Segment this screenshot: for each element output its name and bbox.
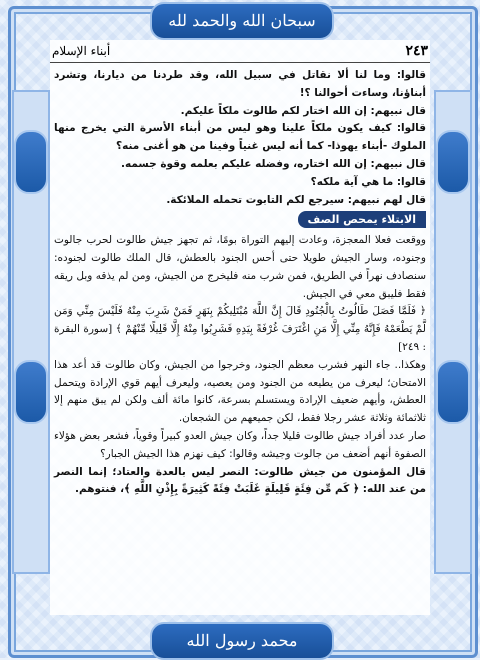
page-content — [50, 40, 430, 615]
bottom-banner: محمد رسول الله — [150, 622, 334, 660]
left-medallion-2 — [14, 360, 48, 424]
paragraph: وهكذا.. جاء النهر فشرب معظم الجنود، وخرجوا من الجيش، وكان طالوت قد أعد هذا الامتحان؛ ليعرف من يطيعه من الجنود ومن يعصيه، وليعرف أيهم قوي الإرادة ويتحمل العطش، وأيهم ضعيف الإرادة ويستسلم بسرعة، كانوا مائة ألف ولكن لم يبق منهم إلا ثلاثمائة وثلاثة عشر رجلا فقط، لكن جميعهم من الشجعان. — [54, 358, 426, 425]
right-medallion-2 — [436, 360, 470, 424]
section-heading: الابتلاء يمحص الصف — [298, 211, 427, 228]
top-banner: سبحان الله والحمد لله — [150, 2, 334, 40]
body-text — [50, 63, 430, 499]
paragraph: صار عدد أفراد جيش طالوت قليلا جداً، وكان جيش العدو كبيراً وقوياً، فشعر بعض هؤلاء الصفوة أنهم أضعف من جالوت وجيشه وقالوا: كيف نهزم هذا الجيش الجبار؟ — [54, 429, 426, 460]
paragraph: قال نبيهم: إن الله اختاره، وفضله عليكم بعلمه وقوة جسمه. — [121, 157, 426, 170]
paragraph: قال نبيهم: إن الله اختار لكم طالوت ملكاً عليكم. — [180, 104, 426, 117]
paragraph: قال المؤمنون من جيش طالوت: النصر ليس بالعدة والعتاد؛ إنما النصر من عند الله: ﴿ كَم مِّن فِئَةٍ قَلِيلَةٍ غَلَبَتْ فِئَةً كَثِيرَةً بِإِذْنِ اللَّهِ ﴾، فنتوهم. — [54, 465, 426, 496]
section-heading-row — [54, 211, 426, 230]
paragraph: قالوا: كيف يكون ملكاً علينا وهو ليس من أبناء الأسرة التي يخرج منها الملوك -أبناء يهوذا- كما أنه ليس غنياً وفينا من هو أغنى منه؟ — [54, 122, 426, 153]
quran-verse: ﴿ فَلَمَّا فَصَلَ طَالُوتُ بِالْجُنُودِ قَالَ إِنَّ اللَّهَ مُبْتَلِيكُمْ بِنَهَرٍ فَمَنْ شَرِبَ مِنْهُ فَلَيْسَ مِنِّي وَمَن لَّمْ يَطْعَمْهُ فَإِنَّهُ مِنِّي إِلَّا مَنِ اغْتَرَفَ غُرْفَةً بِيَدِهِ فَشَرِبُوا مِنْهُ إِلَّا قَلِيلًا مِّنْهُمْ ﴾ [سورة البقرة : ٢٤٩] — [54, 305, 426, 353]
page-number: ٢٤٣ — [405, 43, 428, 59]
paragraph: قالوا: وما لنا ألا نقاتل في سبيل الله، وقد طردنا من ديارنا، وتشرد أبناؤنا، وساءت أحوالنا ؟! — [54, 69, 426, 99]
paragraph: قالوا: ما هي آية ملكه؟ — [310, 175, 426, 188]
page-header — [50, 40, 430, 63]
left-medallion-1 — [14, 130, 48, 194]
running-title: أبناء الإسلام — [52, 44, 111, 58]
paragraph: ووقعت فعلا المعجزة، وعادت إليهم التوراة بومًا، ثم تجهز جيش طالوت لحرب جالوت وجنوده، وسار الجيش طويلا حتى أحس الجنود بالعطش، قال الملك طالوت لجنوده: سنصادف نهراً في الطريق، فمن شرب منه فليخرج من الجيش، ومن لم يذقه وبل ريقه فقط فليبق معي في الجيش. — [54, 234, 426, 300]
right-medallion-1 — [436, 130, 470, 194]
paragraph: قال لهم نبيهم: سيرجع لكم التابوت تحمله الملائكة. — [166, 193, 426, 206]
